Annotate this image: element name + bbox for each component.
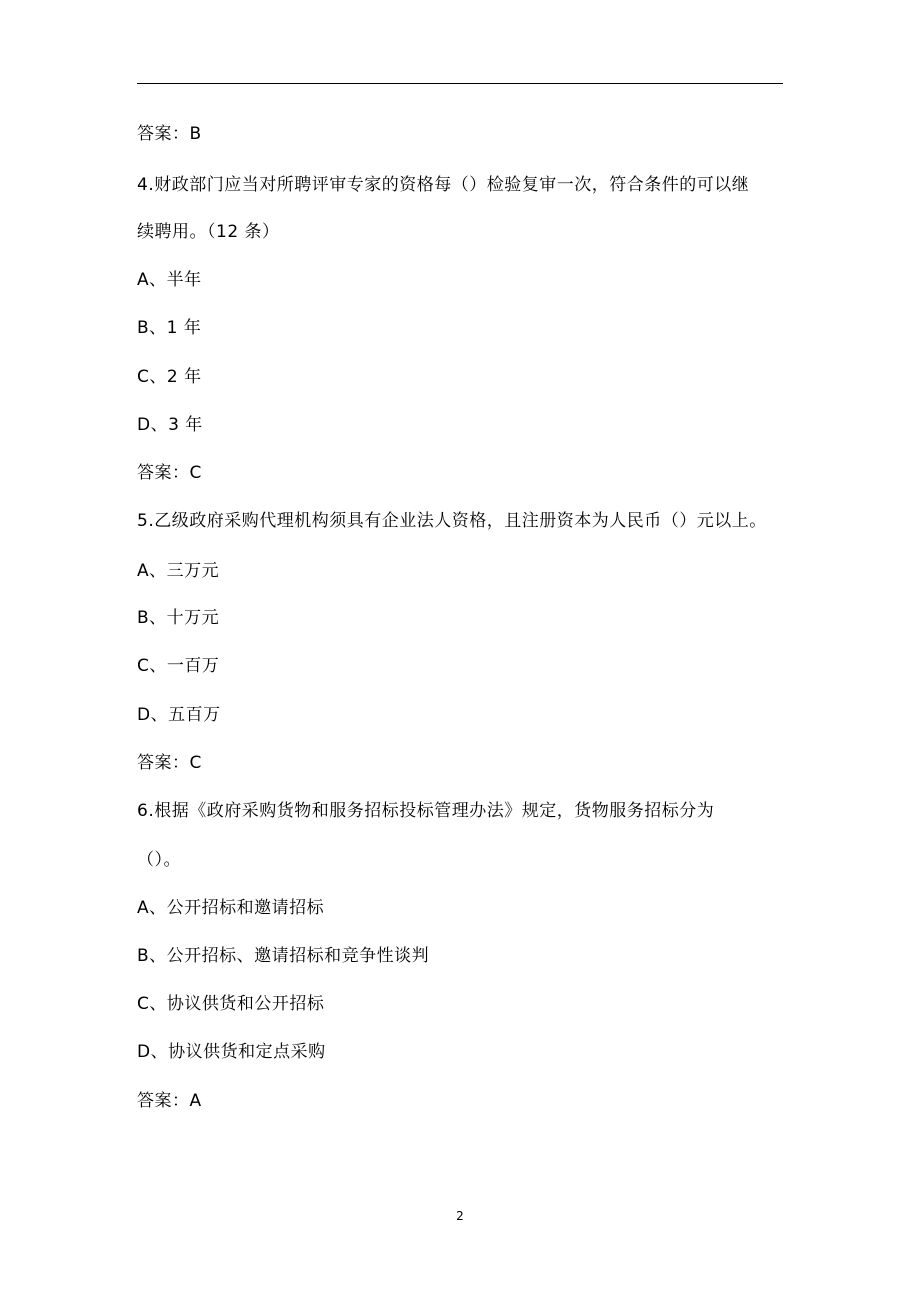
question-5-option-d: D、五百万 (137, 705, 221, 725)
question-6-stem-line-2: （）。 (137, 850, 181, 870)
question-4-option-b: B、1 年 (137, 318, 202, 338)
question-4-option-d: D、3 年 (137, 415, 203, 435)
question-5-stem: 5.乙级政府采购代理机构须具有企业法人资格，且注册资本为人民币（）元以上。 (137, 511, 767, 531)
question-6-stem-line-1: 6.根据《政府采购货物和服务招标投标管理办法》规定，货物服务招标分为 (137, 801, 715, 821)
question-4-answer: 答案：C (137, 463, 202, 483)
question-4-option-a: A、半年 (137, 270, 202, 290)
question-6-answer: 答案：A (137, 1091, 202, 1111)
page-number: 2 (456, 1209, 464, 1223)
question-4-stem-line-2: 续聘用。（12 条） (137, 222, 280, 242)
previous-answer: 答案：B (137, 124, 202, 144)
question-6-option-b: B、公开招标、邀请招标和竞争性谈判 (137, 946, 430, 966)
question-5-option-c: C、一百万 (137, 656, 220, 676)
question-4-option-c: C、2 年 (137, 367, 202, 387)
question-5-answer: 答案：C (137, 753, 202, 773)
question-6-option-c: C、协议供货和公开招标 (137, 994, 325, 1014)
question-5-option-a: A、三万元 (137, 561, 220, 581)
question-4-stem-line-1: 4.财政部门应当对所聘评审专家的资格每（）检验复审一次，符合条件的可以继 (137, 175, 750, 195)
question-5-option-b: B、十万元 (137, 608, 220, 628)
question-6-option-d: D、协议供货和定点采购 (137, 1042, 326, 1062)
header-rule (137, 83, 783, 84)
question-6-option-a: A、公开招标和邀请招标 (137, 898, 325, 918)
